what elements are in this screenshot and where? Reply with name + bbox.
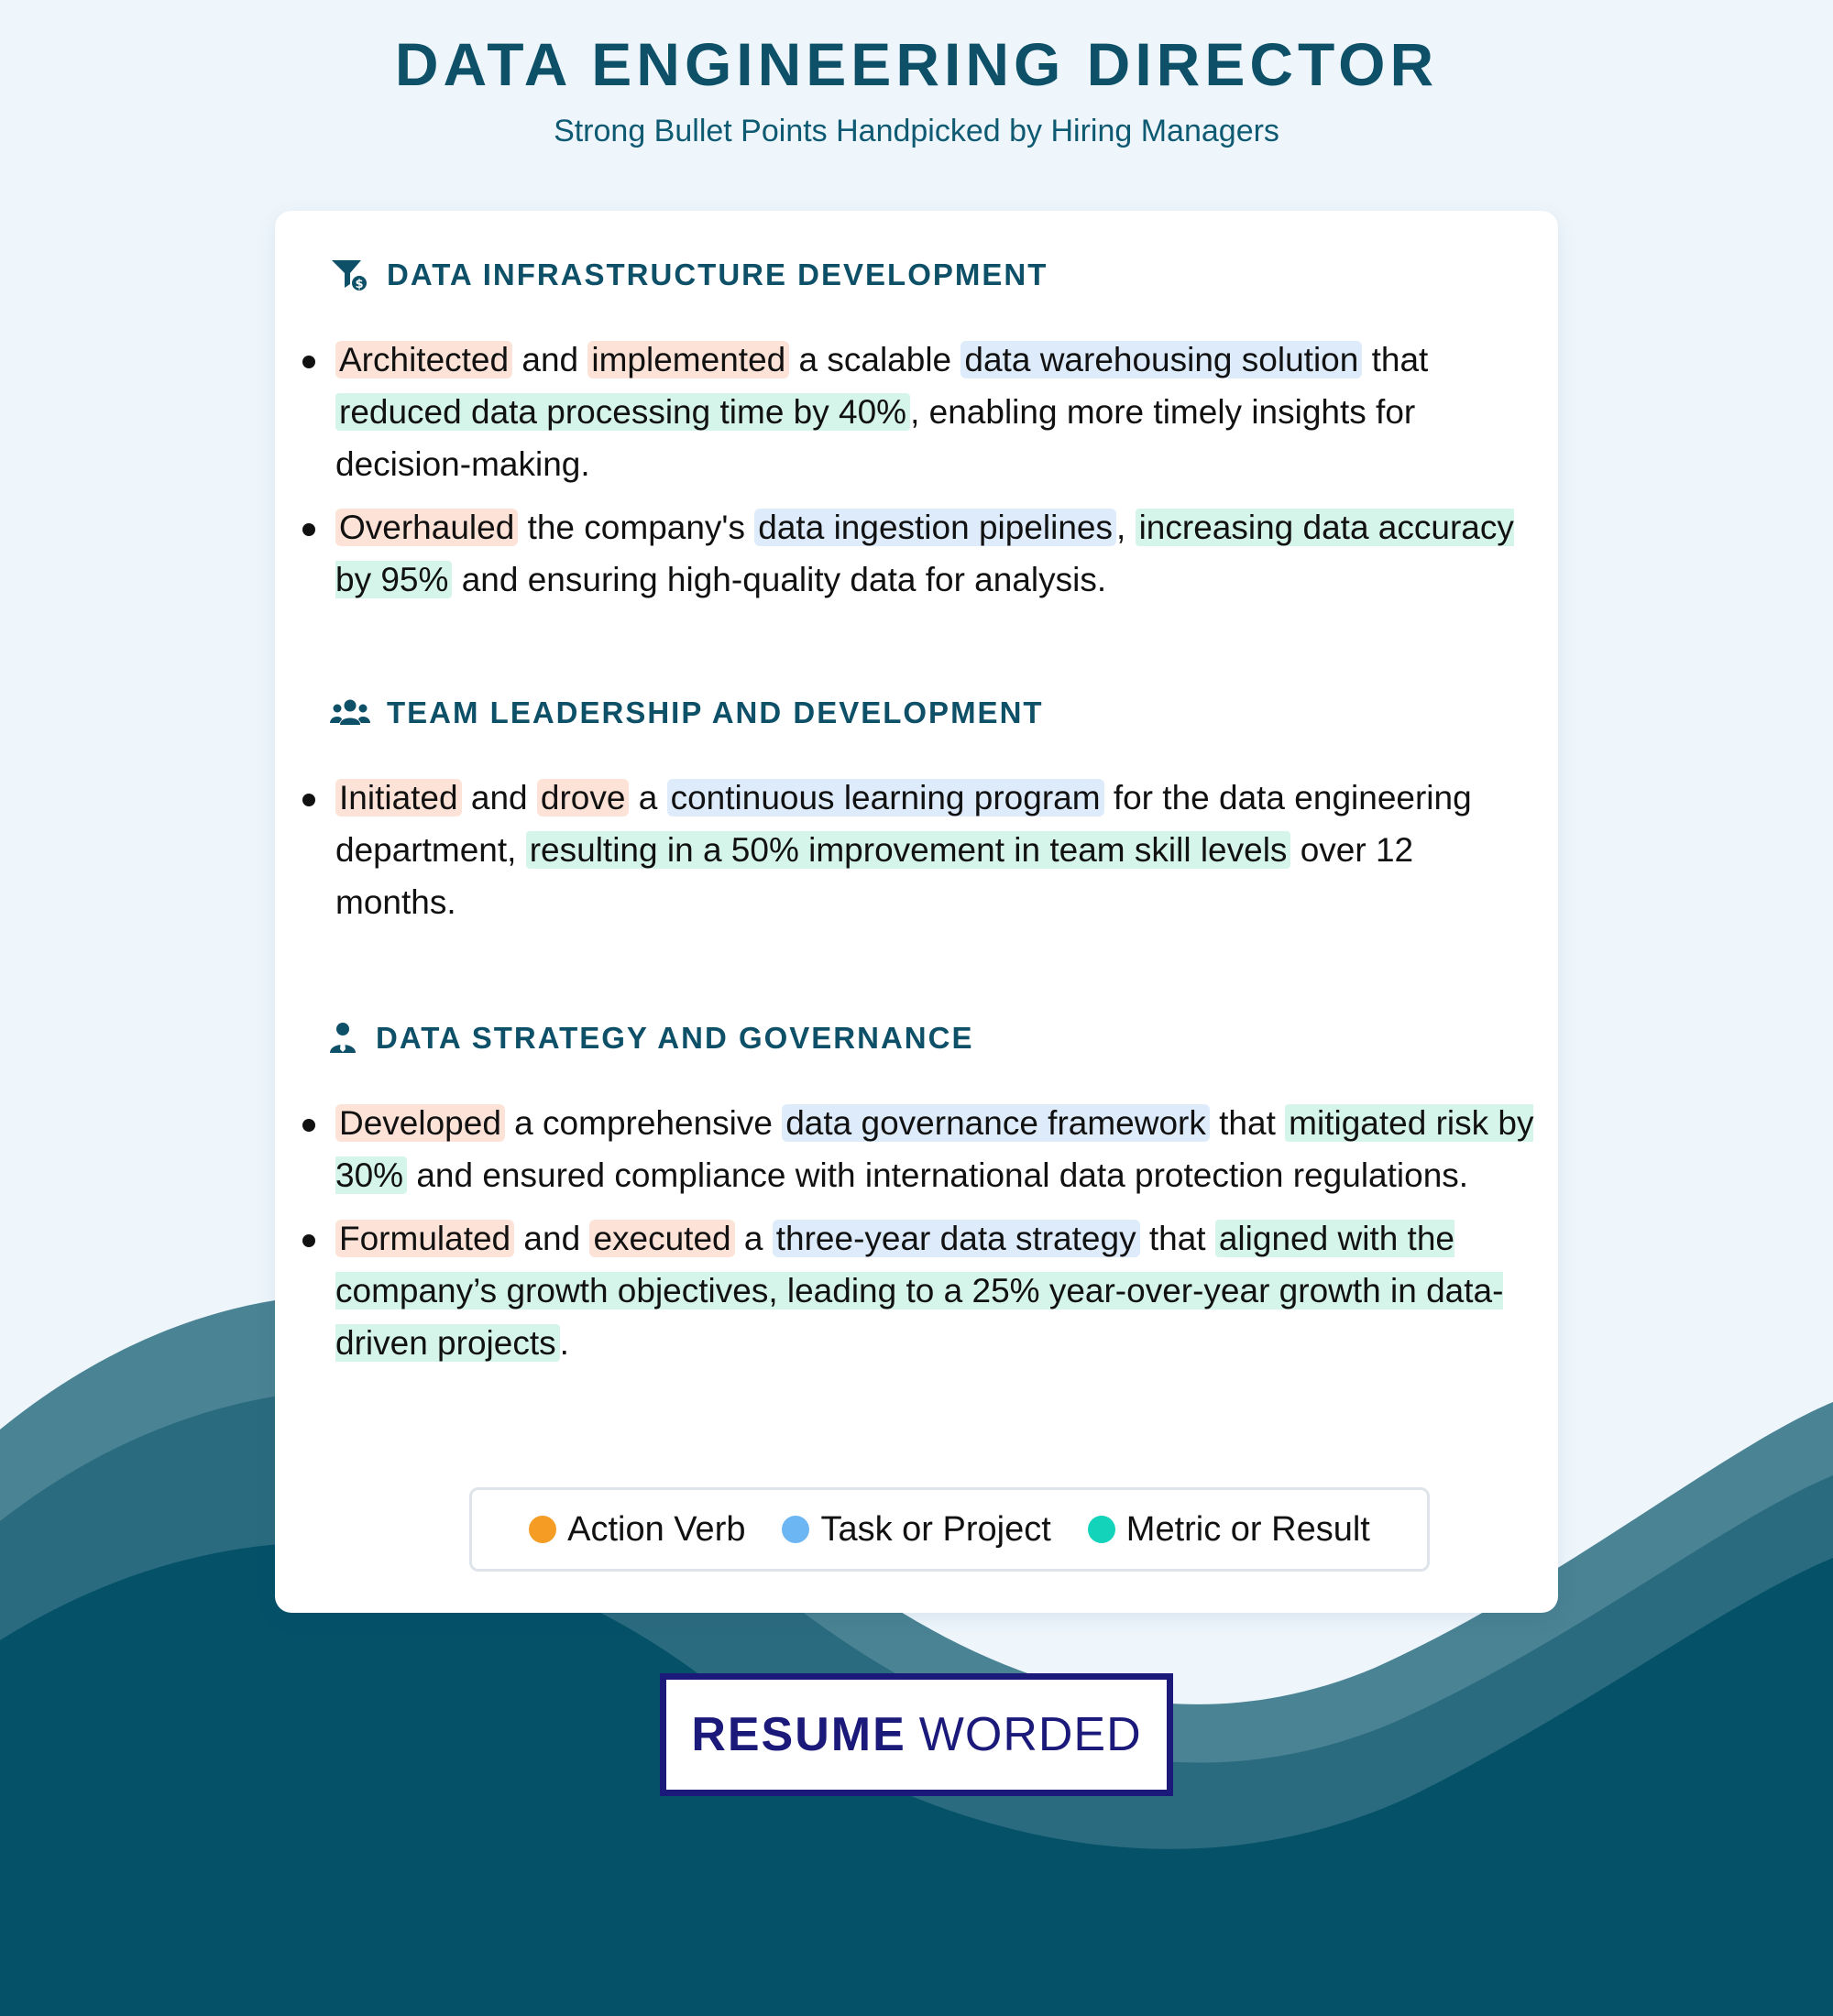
bullet-list	[330, 334, 1540, 606]
legend-label: Task or Project	[820, 1509, 1051, 1549]
bullet-text: ,	[1116, 509, 1136, 546]
bullet-text: , enabling more timely insights for decision-making.	[335, 393, 1416, 483]
bullet-list	[330, 1097, 1540, 1369]
logo-text-light: WORDED	[918, 1708, 1142, 1761]
bullet-text: and	[512, 341, 588, 378]
bullet-points-card	[275, 211, 1558, 1613]
bullet-text: the company's	[518, 509, 755, 546]
bullet-text: over 12 months.	[335, 831, 1414, 921]
legend-label: Action Verb	[567, 1509, 746, 1549]
bullet-text: that	[1209, 1104, 1286, 1142]
legend-item-task-or-project	[782, 1510, 1050, 1550]
action-verb-highlight: implemented	[587, 341, 789, 378]
svg-text:$: $	[355, 278, 364, 291]
section-title: DATA STRATEGY AND GOVERNANCE	[376, 1021, 974, 1055]
resume-worded-logo	[660, 1673, 1173, 1796]
bullet-item	[55, 501, 1540, 606]
legend-dot	[1088, 1516, 1115, 1543]
metric-highlight: reduced data processing time by 40%	[335, 393, 910, 431]
bullet-text: a	[734, 1220, 773, 1257]
legend-item-metric-or-result	[1088, 1510, 1370, 1550]
metric-highlight: mitigated risk by 30%	[335, 1104, 1534, 1194]
task-highlight: data warehousing solution	[960, 341, 1362, 378]
logo-text-bold: RESUME	[691, 1708, 906, 1761]
users-group-icon	[330, 693, 370, 733]
bullet-text: a scalable	[789, 341, 961, 378]
bullet-text: and ensuring high-quality data for analysis.	[452, 561, 1107, 598]
legend-dot	[529, 1516, 556, 1543]
user-tie-icon	[330, 1018, 359, 1058]
action-verb-highlight: Overhauled	[335, 509, 518, 546]
action-verb-highlight: Developed	[335, 1104, 505, 1142]
bullet-text: a	[629, 779, 667, 816]
task-highlight: three-year data strategy	[773, 1220, 1140, 1257]
bullet-text: and	[514, 1220, 590, 1257]
page-title: DATA ENGINEERING DIRECTOR	[394, 30, 1439, 98]
section-title: DATA INFRASTRUCTURE DEVELOPMENT	[387, 257, 1048, 291]
bullet-item	[55, 1212, 1540, 1369]
metric-highlight: resulting in a 50% improvement in team skill levels	[526, 831, 1291, 869]
legend-label: Metric or Result	[1125, 1509, 1370, 1549]
task-highlight: continuous learning program	[667, 779, 1104, 816]
section-data-infrastructure	[330, 249, 1540, 617]
action-verb-highlight: executed	[589, 1220, 734, 1257]
bullet-item	[55, 772, 1540, 928]
funnel-dollar-icon	[330, 255, 370, 295]
bullet-text: for the data engineering department,	[335, 779, 1472, 869]
page-subtitle: Strong Bullet Points Handpicked by Hiring Managers	[554, 114, 1279, 148]
bullet-text: and	[461, 779, 537, 816]
metric-highlight: increasing data accuracy by 95%	[335, 509, 1514, 598]
action-verb-highlight: Architected	[335, 341, 512, 378]
action-verb-highlight: drove	[537, 779, 630, 816]
bullet-text: .	[559, 1324, 569, 1362]
metric-highlight: aligned with the company’s growth objectives, leading to a 25% year-over-year growth in data-driven projects	[335, 1220, 1504, 1362]
task-highlight: data ingestion pipelines	[754, 509, 1116, 546]
task-highlight: data governance framework	[782, 1104, 1210, 1142]
section-data-strategy	[330, 1013, 1540, 1380]
bullet-item	[55, 1097, 1540, 1201]
legend-item-action-verb	[529, 1510, 745, 1550]
section-title: TEAM LEADERSHIP AND DEVELOPMENT	[387, 696, 1044, 729]
bullet-text: that	[1362, 341, 1429, 378]
action-verb-highlight: Initiated	[335, 779, 462, 816]
bullet-list	[330, 772, 1540, 928]
bullet-text: that	[1139, 1220, 1215, 1257]
bullet-item	[55, 334, 1540, 490]
bullet-text: and ensured compliance with international data protection regulations.	[407, 1156, 1469, 1194]
highlight-legend	[469, 1487, 1430, 1572]
legend-dot	[782, 1516, 809, 1543]
section-team-leadership	[330, 687, 1540, 939]
action-verb-highlight: Formulated	[335, 1220, 514, 1257]
bullet-text: a comprehensive	[504, 1104, 783, 1142]
